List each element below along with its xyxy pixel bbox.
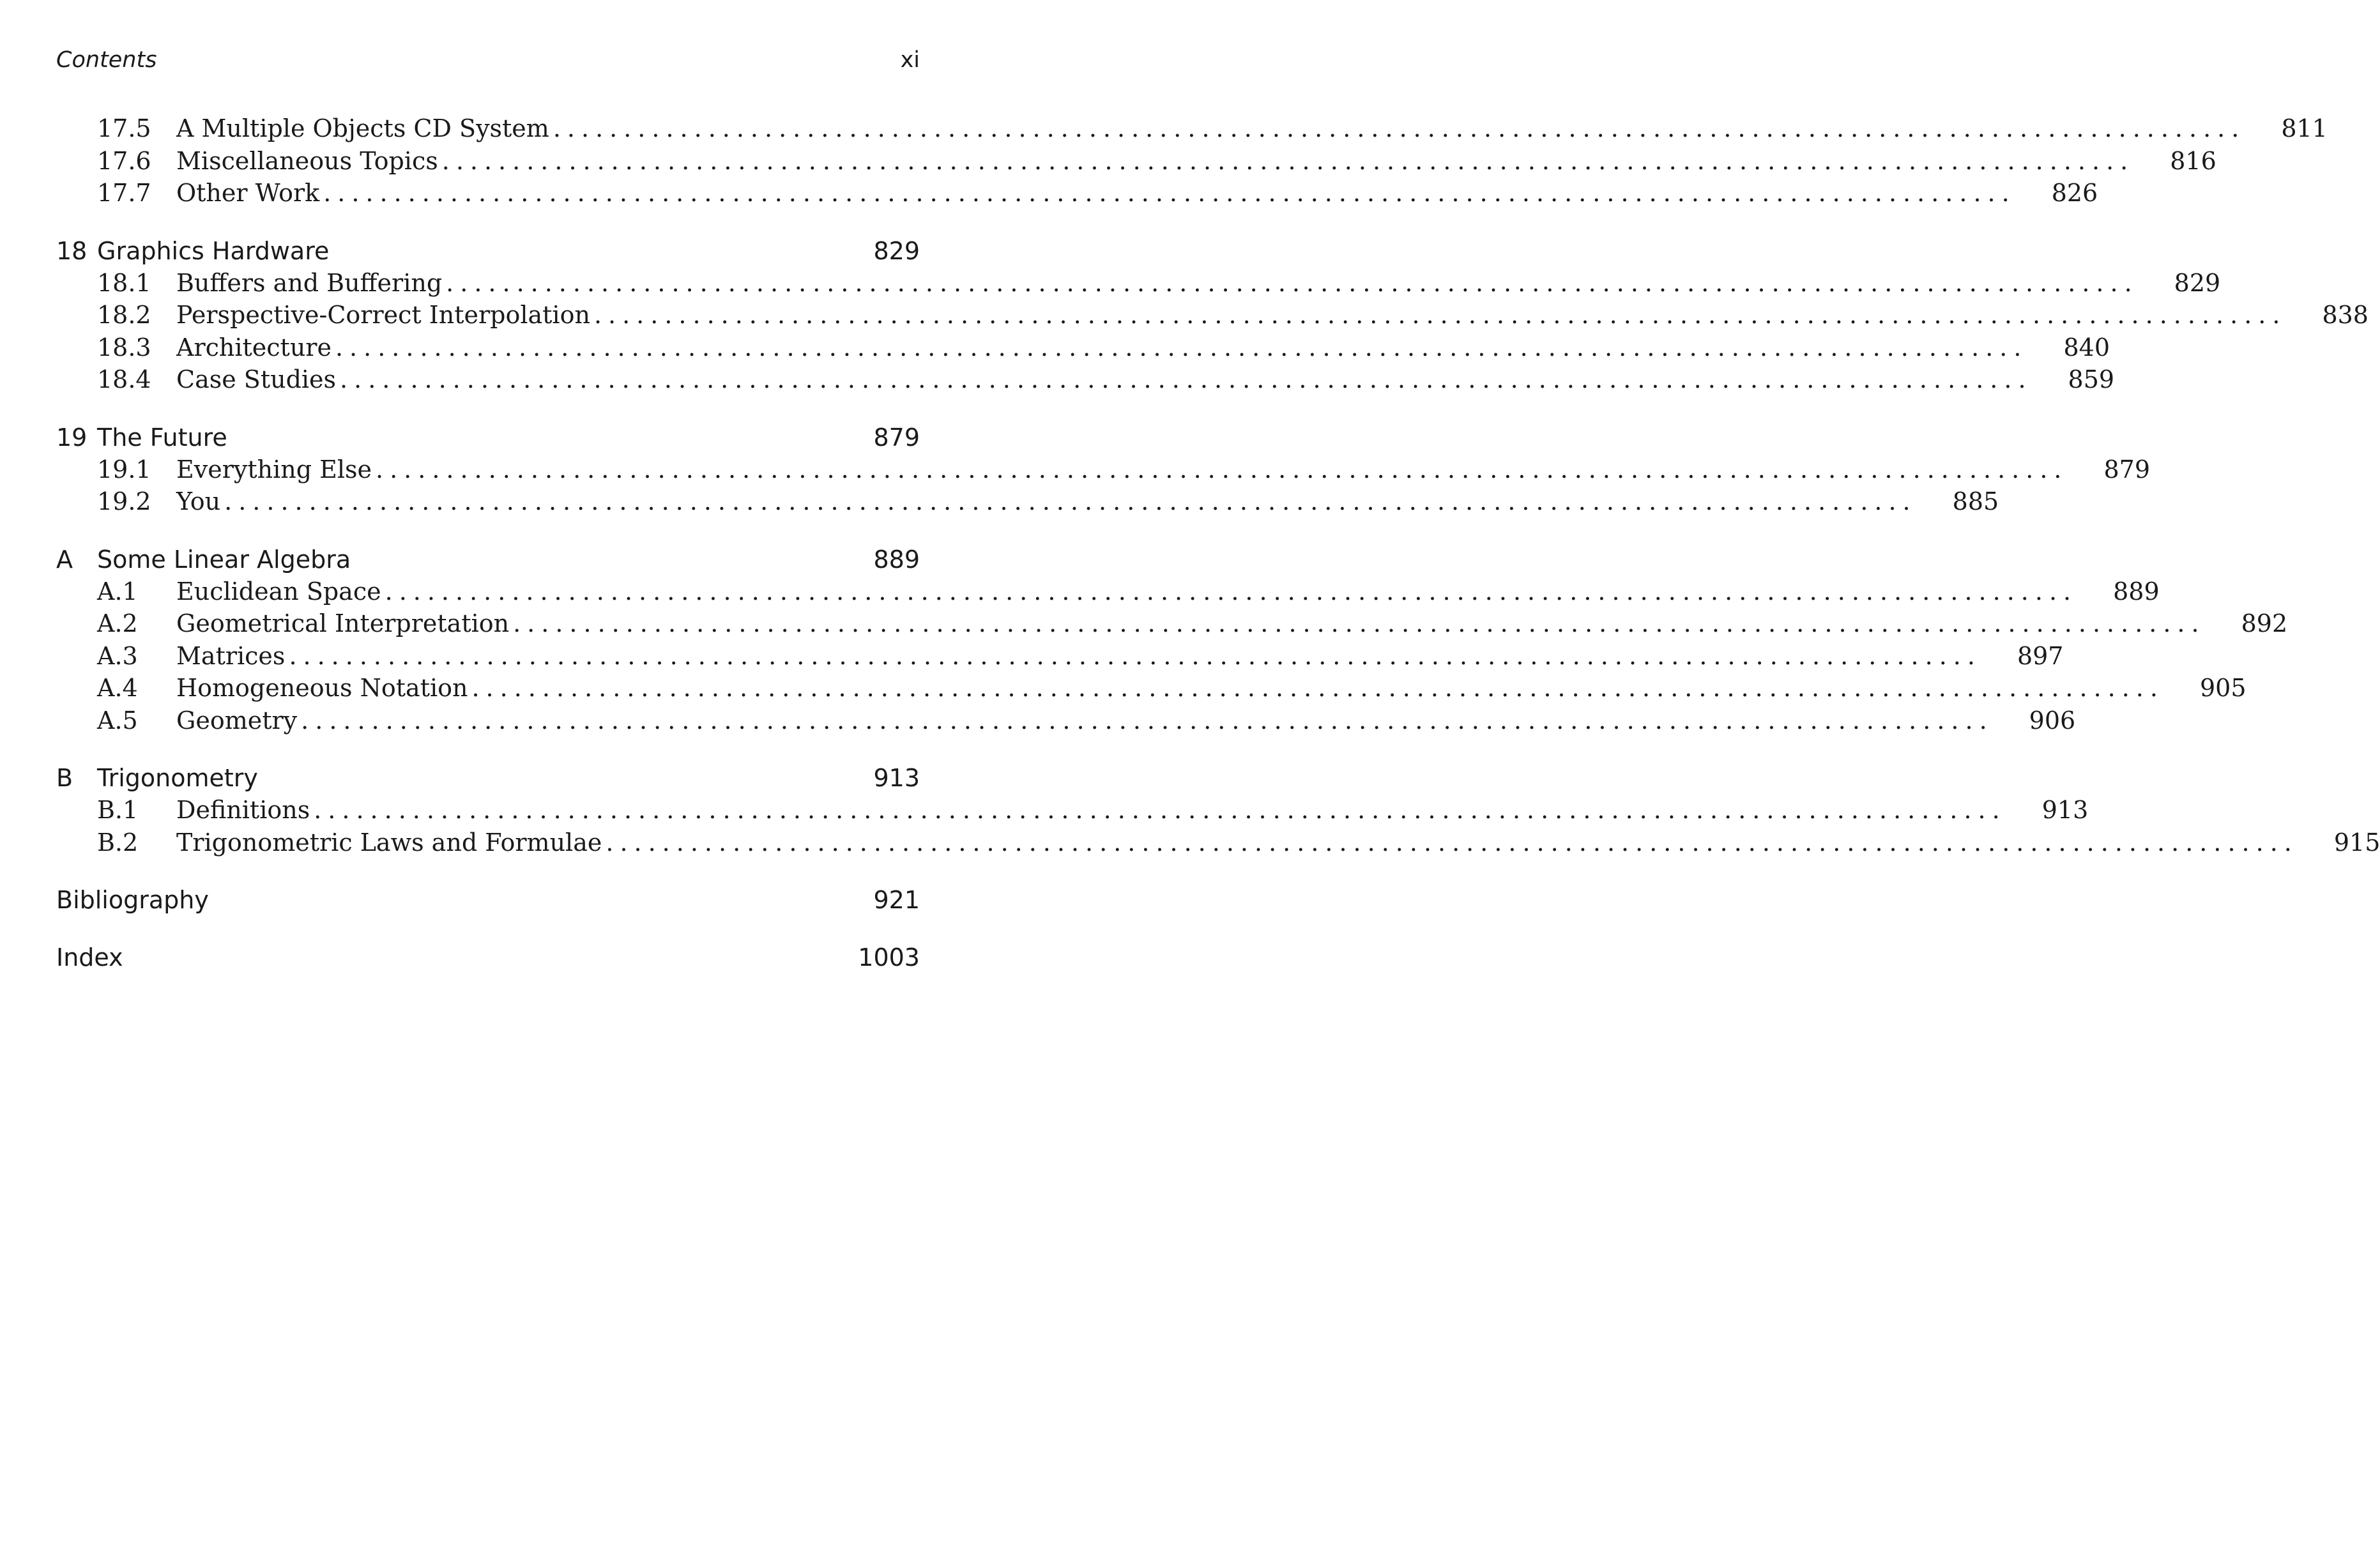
toc-section-entry[interactable]	[56, 576, 2160, 608]
section-title: Matrices	[176, 641, 286, 670]
toc-section-entry[interactable]	[56, 454, 2151, 486]
dot-leader: ........................................................................................................................	[606, 828, 2298, 857]
toc-backmatter-entry[interactable]	[56, 884, 920, 916]
section-page: 892	[2241, 609, 2288, 637]
chapter-title: Some Linear Algebra	[97, 545, 351, 574]
chapter-title: Trigonometry	[97, 764, 258, 792]
backmatter-title: Index	[56, 943, 123, 972]
section-title: Geometrical Interpretation	[176, 609, 510, 637]
section-page: 826	[2051, 179, 2098, 207]
section-page: 879	[2103, 455, 2151, 484]
section-number: A.1	[97, 577, 138, 606]
section-number: 18.2	[97, 301, 151, 329]
toc-section-entry[interactable]	[56, 267, 2221, 300]
chapter-number: A	[56, 545, 73, 574]
toc-section-entry[interactable]	[56, 332, 2110, 364]
section-title: Buffers and Buffering	[176, 268, 443, 297]
section-number: B.1	[97, 796, 139, 824]
chapter-page: 913	[873, 764, 920, 792]
section-page: 816	[2170, 146, 2216, 175]
section-page: 897	[2017, 641, 2064, 670]
dot-leader: ........................................................................................................................	[513, 609, 2206, 637]
dot-leader: ........................................................................................................................	[301, 706, 1994, 735]
backmatter-title: Bibliography	[56, 886, 209, 914]
section-title: Homogeneous Notation	[176, 674, 468, 702]
section-number: 18.4	[97, 365, 151, 393]
chapter-page: 829	[873, 236, 920, 265]
section-title: Definitions	[176, 796, 310, 824]
section-page: 811	[2281, 114, 2328, 142]
dot-leader: ........................................................................................................................	[593, 301, 2287, 329]
dot-leader: ........................................................................................................................	[376, 455, 2068, 484]
section-page: 840	[2063, 333, 2110, 362]
backmatter-page: 921	[873, 886, 920, 914]
continued-sections	[56, 112, 2328, 210]
section-title: Geometry	[176, 706, 298, 735]
toc-section-entry[interactable]	[56, 640, 2064, 673]
dot-leader: ........................................................................................................................	[471, 674, 2164, 702]
section-number: A.4	[97, 674, 138, 702]
toc-section-entry[interactable]	[56, 177, 2098, 210]
toc-section-entry[interactable]	[56, 145, 2216, 178]
section-title: A Multiple Objects CD System	[176, 114, 549, 142]
section-number: 17.5	[97, 114, 151, 142]
chapter-number: 18	[56, 236, 88, 265]
dot-leader: ........................................................................................................................	[340, 365, 2033, 393]
dot-leader: ........................................................................................................................	[289, 641, 1981, 670]
table-of-contents	[56, 112, 2380, 973]
section-page: 889	[2113, 577, 2160, 606]
toc-section-entry[interactable]	[56, 607, 2288, 640]
toc-section-entry[interactable]	[56, 485, 1999, 518]
dot-leader: ........................................................................................................................	[441, 146, 2135, 175]
section-number: B.2	[97, 828, 139, 857]
toc-chapter-entry[interactable]	[56, 235, 920, 267]
dot-leader: ........................................................................................................................	[553, 114, 2246, 142]
chapter-number: 19	[56, 423, 88, 452]
section-number: A.2	[97, 609, 138, 637]
toc-chapter-entry[interactable]	[56, 544, 920, 576]
section-number: 18.1	[97, 268, 151, 297]
toc-section-entry[interactable]	[56, 672, 2247, 705]
chapter-title: The Future	[97, 423, 227, 452]
section-number: 19.2	[97, 487, 151, 515]
section-page: 838	[2322, 301, 2369, 329]
section-page: 906	[2029, 706, 2076, 735]
dot-leader: ........................................................................................................................	[385, 577, 2078, 606]
section-page: 885	[1952, 487, 1999, 515]
section-title: Case Studies	[176, 365, 337, 393]
section-number: A.5	[97, 706, 138, 735]
chapter-number: B	[56, 764, 73, 792]
backmatter-page: 1003	[858, 943, 920, 972]
section-page: 915	[2333, 828, 2380, 857]
section-title: Trigonometric Laws and Formulae	[176, 828, 602, 857]
toc-section-entry[interactable]	[56, 112, 2328, 145]
toc-section-entry[interactable]	[56, 705, 2076, 737]
toc-backmatter-entry[interactable]	[56, 942, 920, 973]
section-number: 18.3	[97, 333, 151, 362]
section-page: 859	[2068, 365, 2115, 393]
section-title: Perspective-Correct Interpolation	[176, 301, 590, 329]
running-head-title: Contents	[56, 47, 157, 73]
chapter-page: 889	[873, 545, 920, 574]
dot-leader: ........................................................................................................................	[314, 796, 2006, 824]
dot-leader: ........................................................................................................................	[224, 487, 1917, 515]
page-number: xi	[900, 47, 920, 73]
section-title: You	[176, 487, 221, 515]
dot-leader: ........................................................................................................................	[335, 333, 2028, 362]
dot-leader: ........................................................................................................................	[446, 268, 2139, 297]
section-title: Everything Else	[176, 455, 372, 484]
section-number: 19.1	[97, 455, 151, 484]
dot-leader: ........................................................................................................................	[323, 179, 2016, 207]
section-title: Other Work	[176, 179, 320, 207]
chapter-title: Graphics Hardware	[97, 236, 330, 265]
section-number: 17.7	[97, 179, 151, 207]
toc-section-entry[interactable]	[56, 299, 2369, 332]
toc-section-entry[interactable]	[56, 827, 2380, 859]
section-title: Architecture	[176, 333, 332, 362]
section-number: A.3	[97, 641, 138, 670]
section-page: 913	[2041, 796, 2089, 824]
toc-chapter-entry[interactable]	[56, 762, 920, 794]
section-page: 905	[2199, 674, 2247, 702]
section-page: 829	[2174, 268, 2221, 297]
toc-chapter-entry[interactable]	[56, 422, 920, 454]
toc-section-entry[interactable]	[56, 363, 2115, 396]
toc-section-entry[interactable]	[56, 794, 2089, 827]
running-head	[56, 47, 920, 79]
section-title: Miscellaneous Topics	[176, 146, 438, 175]
section-title: Euclidean Space	[176, 577, 381, 606]
chapter-page: 879	[873, 423, 920, 452]
section-number: 17.6	[97, 146, 151, 175]
